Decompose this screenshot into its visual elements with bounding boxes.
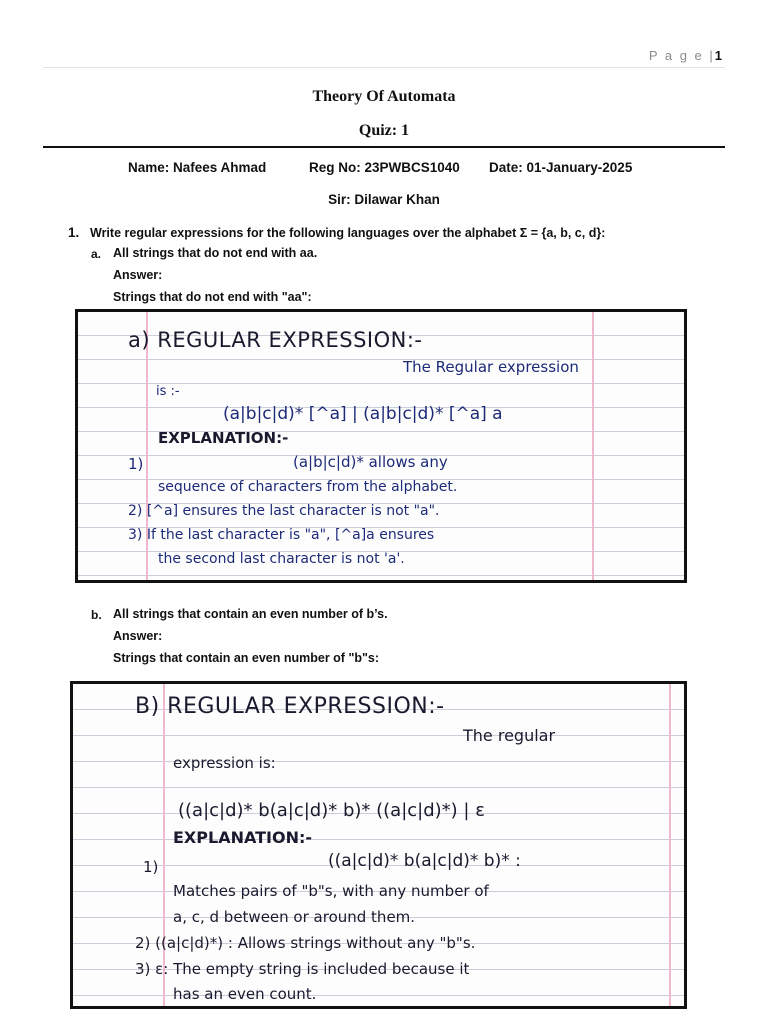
note-margin-line xyxy=(669,684,671,1006)
handwritten-note-b xyxy=(70,681,687,1009)
note-b-point1: ((a|c|d)* b(a|c|d)* b)* : xyxy=(328,851,521,871)
note-a-line1: The Regular expression xyxy=(403,358,579,376)
note-b-expression: ((a|c|d)* b(a|c|d)* b)* ((a|c|d)*) | ε xyxy=(178,800,485,821)
part-b-letter: b. xyxy=(91,608,102,622)
part-b-answer-label: Answer: xyxy=(113,629,163,643)
note-a-point2: 2) [^a] ensures the last character is not "a". xyxy=(128,503,440,519)
note-b-point3: 3) ε: The empty string is included because it xyxy=(135,960,470,978)
note-margin-line xyxy=(163,684,165,1006)
note-b-point3-cont: has an even count. xyxy=(173,985,317,1003)
part-b-subtitle: Strings that contain an even number of "b"s: xyxy=(113,651,380,665)
page-number xyxy=(649,48,722,63)
part-a-title: All strings that do not end with aa. xyxy=(113,246,318,260)
page-number-value: 1 xyxy=(714,48,722,63)
note-a-point3: 3) If the last character is "a", [^a]a ensures xyxy=(128,527,435,543)
note-a-point1-cont: sequence of characters from the alphabet. xyxy=(158,479,458,495)
note-a-point1: (a|b|c|d)* allows any xyxy=(293,453,448,471)
handwritten-note-a xyxy=(75,309,687,583)
part-a-answer-label: Answer: xyxy=(113,268,163,282)
note-a-line2: is :- xyxy=(156,384,180,399)
student-name: Name: Nafees Ahmad xyxy=(128,160,267,175)
note-b-line2: expression is: xyxy=(173,754,276,772)
note-b-point1-cont: Matches pairs of "b"s, with any number of xyxy=(173,882,489,900)
question-number: 1. xyxy=(68,225,80,240)
note-b-line1: The regular xyxy=(463,726,556,745)
teacher-name: Sir: Dilawar Khan xyxy=(328,192,440,207)
part-b-title: All strings that contain an even number of b’s. xyxy=(113,607,388,621)
date: Date: 01-January-2025 xyxy=(489,160,633,175)
note-a-heading: a) REGULAR EXPRESSION:- xyxy=(128,328,423,352)
note-b-explanation-heading: EXPLANATION:- xyxy=(173,828,312,847)
note-b-heading: B) REGULAR EXPRESSION:- xyxy=(135,694,445,719)
doc-title: Theory Of Automata xyxy=(312,88,456,105)
page-label: P a g e | xyxy=(648,48,715,63)
quiz-title: Quiz: 1 xyxy=(358,122,410,139)
note-a-point3-cont: the second last character is not 'a'. xyxy=(158,551,405,567)
note-a-explanation-heading: EXPLANATION:- xyxy=(158,429,289,447)
question-text: Write regular expressions for the following languages over the alphabet Σ = {a, b, c, d}: xyxy=(90,226,606,240)
note-b-point2: 2) ((a|c|d)*) : Allows strings without any "b"s. xyxy=(135,934,476,952)
note-a-expression: (a|b|c|d)* [^a] | (a|b|c|d)* [^a] a xyxy=(223,404,503,424)
part-a-subtitle: Strings that do not end with "aa": xyxy=(113,290,312,304)
note-a-point1-number: 1) xyxy=(128,455,144,473)
note-b-point1-number: 1) xyxy=(143,858,159,876)
question-1 xyxy=(68,225,605,240)
header-rule xyxy=(43,67,725,68)
title-rule xyxy=(43,146,725,148)
reg-number: Reg No: 23PWBCS1040 xyxy=(309,160,460,175)
note-margin-line xyxy=(592,312,594,580)
note-b-point1-cont2: a, c, d between or around them. xyxy=(173,908,416,926)
part-a-letter: a. xyxy=(91,247,102,261)
